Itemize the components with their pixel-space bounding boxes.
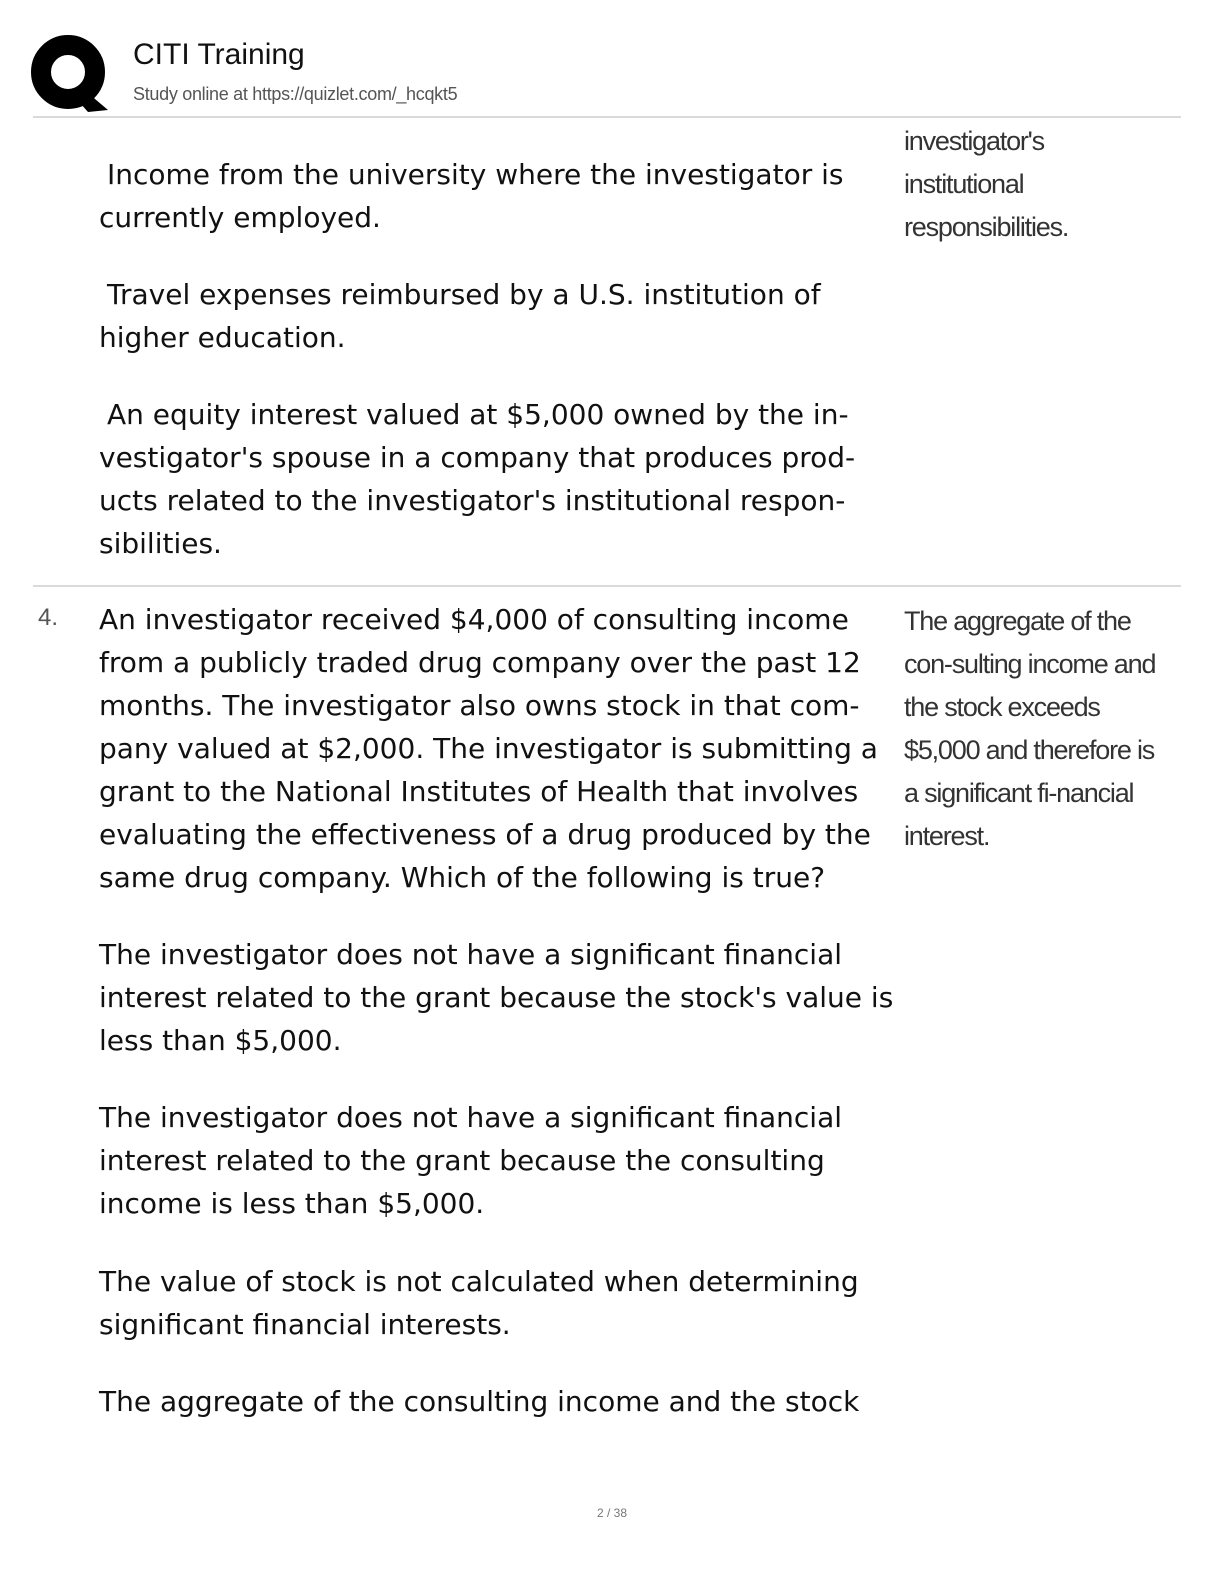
- option-text: Travel expenses reimbursed by a U.S. institution of higher education.: [99, 278, 821, 354]
- option-text: The aggregate of the consulting income and the stock: [99, 1385, 860, 1418]
- option-text: An equity interest valued at $5,000 owned by the in-vestigator's spouse in a company that produces prod-ucts related to the investigator's institutional respon-sibilities.: [99, 398, 856, 560]
- question-number: 4.: [38, 604, 59, 631]
- option-text: The investigator does not have a significant financial interest related to the grant because the consulting income is less than $5,000.: [99, 1101, 843, 1220]
- question-divider: [33, 585, 1181, 587]
- study-link-text: Study online at https://quizlet.com/_hcqkt5: [133, 84, 458, 104]
- question-text: An investigator received $4,000 of consulting income from a publicly traded drug company over the past 12 months. The investigator also owns stock in that com-pany valued at $2,000. The investigator is submitting a grant to the National Institutes of Health that involves evaluating the effectiveness of a drug produced by the same drug company. Which of the following is true?: [99, 603, 878, 894]
- page-header: [0, 0, 1224, 118]
- answer-text: The aggregate of the con-sulting income and the stock exceeds $5,000 and therefore is a significant fi-nancial interest.: [904, 606, 1156, 851]
- document-title: CITI Training: [133, 38, 305, 71]
- quizlet-q-logo: [30, 34, 112, 114]
- option-text: The value of stock is not calculated when determining significant financial interests.: [99, 1265, 859, 1341]
- option-text: Income from the university where the investigator is currently employed.: [99, 158, 844, 234]
- header-divider: [33, 116, 1181, 118]
- option-text: The investigator does not have a significant financial interest related to the grant because the stock's value is less than $5,000.: [99, 938, 894, 1057]
- page-number: 2 / 38: [596, 1506, 628, 1520]
- answer-continuation: investigator's institutional responsibilities.: [904, 126, 1069, 242]
